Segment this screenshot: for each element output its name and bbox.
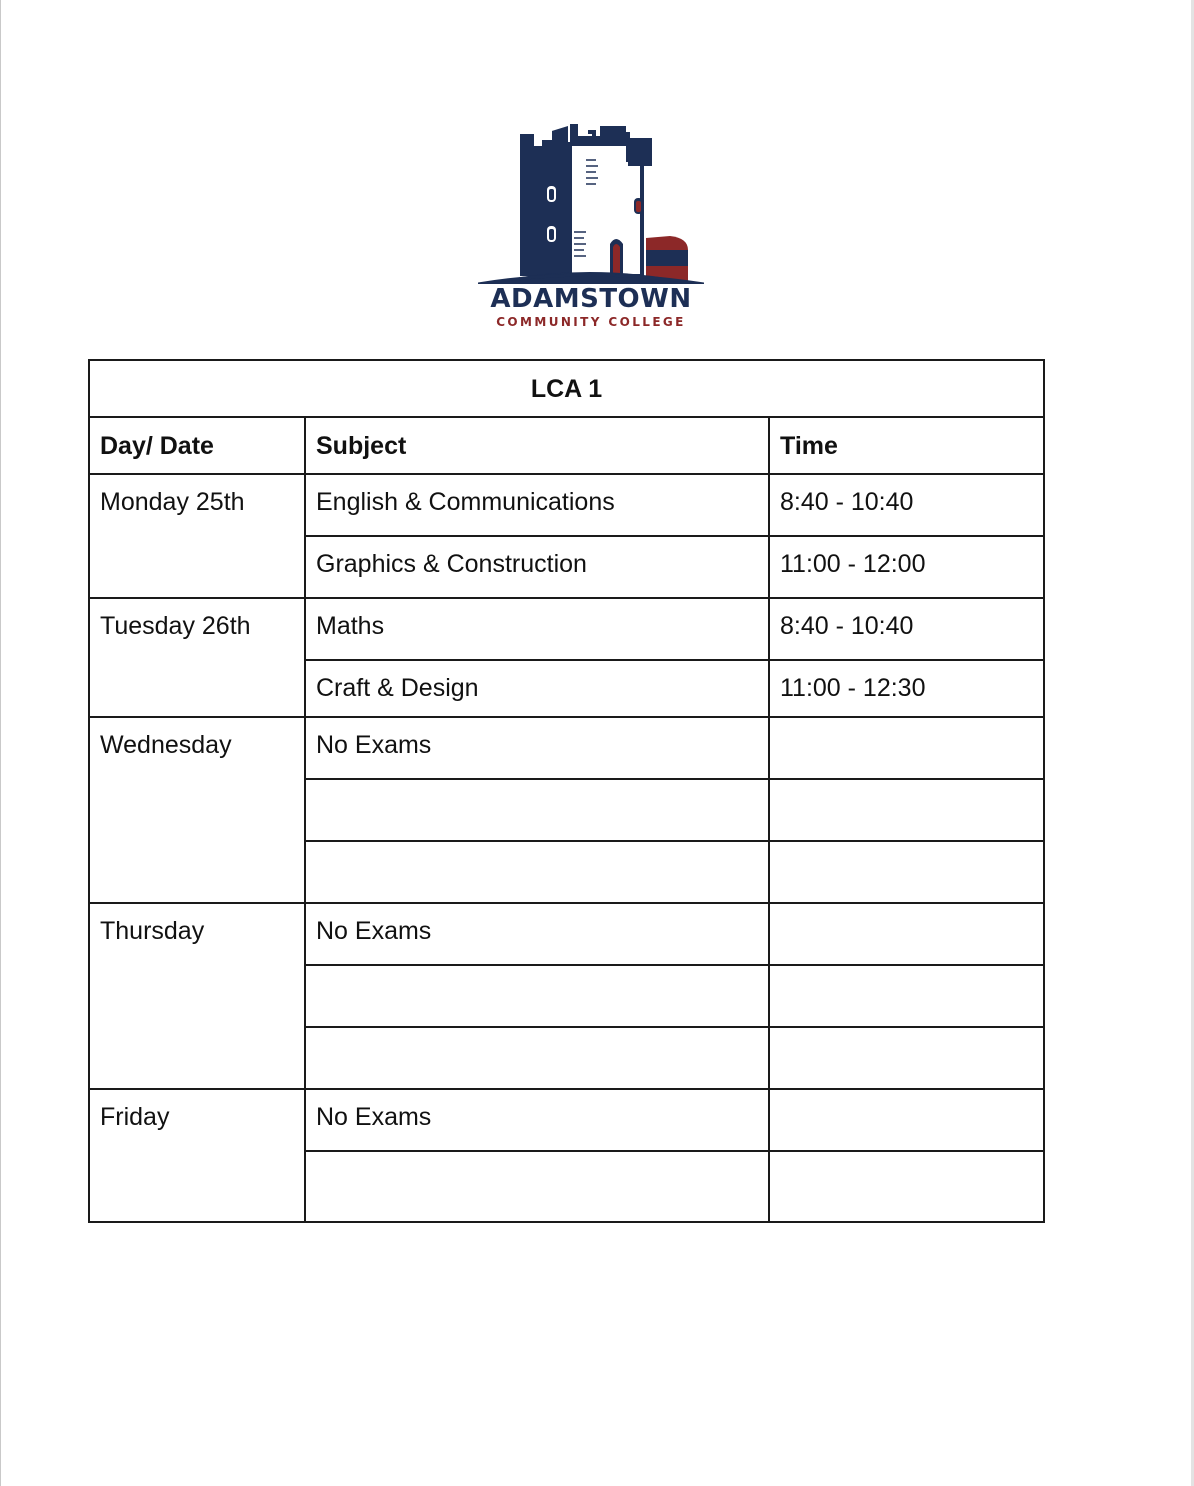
day-cell-tuesday: Tuesday 26th bbox=[89, 598, 305, 717]
time-cell bbox=[769, 903, 1044, 965]
school-logo bbox=[478, 116, 704, 336]
exam-timetable bbox=[88, 359, 1045, 1223]
table-row bbox=[89, 1089, 1044, 1151]
subject-cell: Maths bbox=[305, 598, 769, 660]
logo-school-subtitle: COMMUNITY COLLEGE bbox=[496, 315, 686, 329]
subject-cell bbox=[305, 841, 769, 903]
time-cell bbox=[769, 1151, 1044, 1222]
day-cell-friday: Friday bbox=[89, 1089, 305, 1222]
time-cell: 11:00 - 12:30 bbox=[769, 660, 1044, 717]
time-cell bbox=[769, 1089, 1044, 1151]
subject-cell bbox=[305, 1151, 769, 1222]
subject-cell: Graphics & Construction bbox=[305, 536, 769, 598]
day-cell-monday: Monday 25th bbox=[89, 474, 305, 598]
table-row bbox=[89, 598, 1044, 660]
time-cell: 8:40 - 10:40 bbox=[769, 474, 1044, 536]
table-title: LCA 1 bbox=[89, 360, 1044, 417]
table-row bbox=[89, 717, 1044, 779]
time-cell bbox=[769, 717, 1044, 779]
subject-cell: Craft & Design bbox=[305, 660, 769, 717]
time-cell bbox=[769, 779, 1044, 841]
time-cell bbox=[769, 1027, 1044, 1089]
column-header-subject: Subject bbox=[305, 417, 769, 474]
subject-cell bbox=[305, 1027, 769, 1089]
page-border-left bbox=[0, 0, 1, 1486]
column-header-day: Day/ Date bbox=[89, 417, 305, 474]
subject-cell: English & Communications bbox=[305, 474, 769, 536]
time-cell: 8:40 - 10:40 bbox=[769, 598, 1044, 660]
column-header-time: Time bbox=[769, 417, 1044, 474]
time-cell: 11:00 - 12:00 bbox=[769, 536, 1044, 598]
subject-cell bbox=[305, 965, 769, 1027]
logo-school-name: ADAMSTOWN bbox=[490, 284, 692, 314]
subject-cell: No Exams bbox=[305, 717, 769, 779]
time-cell bbox=[769, 965, 1044, 1027]
subject-cell bbox=[305, 779, 769, 841]
table-row bbox=[89, 903, 1044, 965]
day-cell-wednesday: Wednesday bbox=[89, 717, 305, 903]
subject-cell: No Exams bbox=[305, 903, 769, 965]
day-cell-thursday: Thursday bbox=[89, 903, 305, 1089]
subject-cell: No Exams bbox=[305, 1089, 769, 1151]
table-row bbox=[89, 474, 1044, 536]
castle-tower-icon bbox=[478, 116, 704, 284]
time-cell bbox=[769, 841, 1044, 903]
